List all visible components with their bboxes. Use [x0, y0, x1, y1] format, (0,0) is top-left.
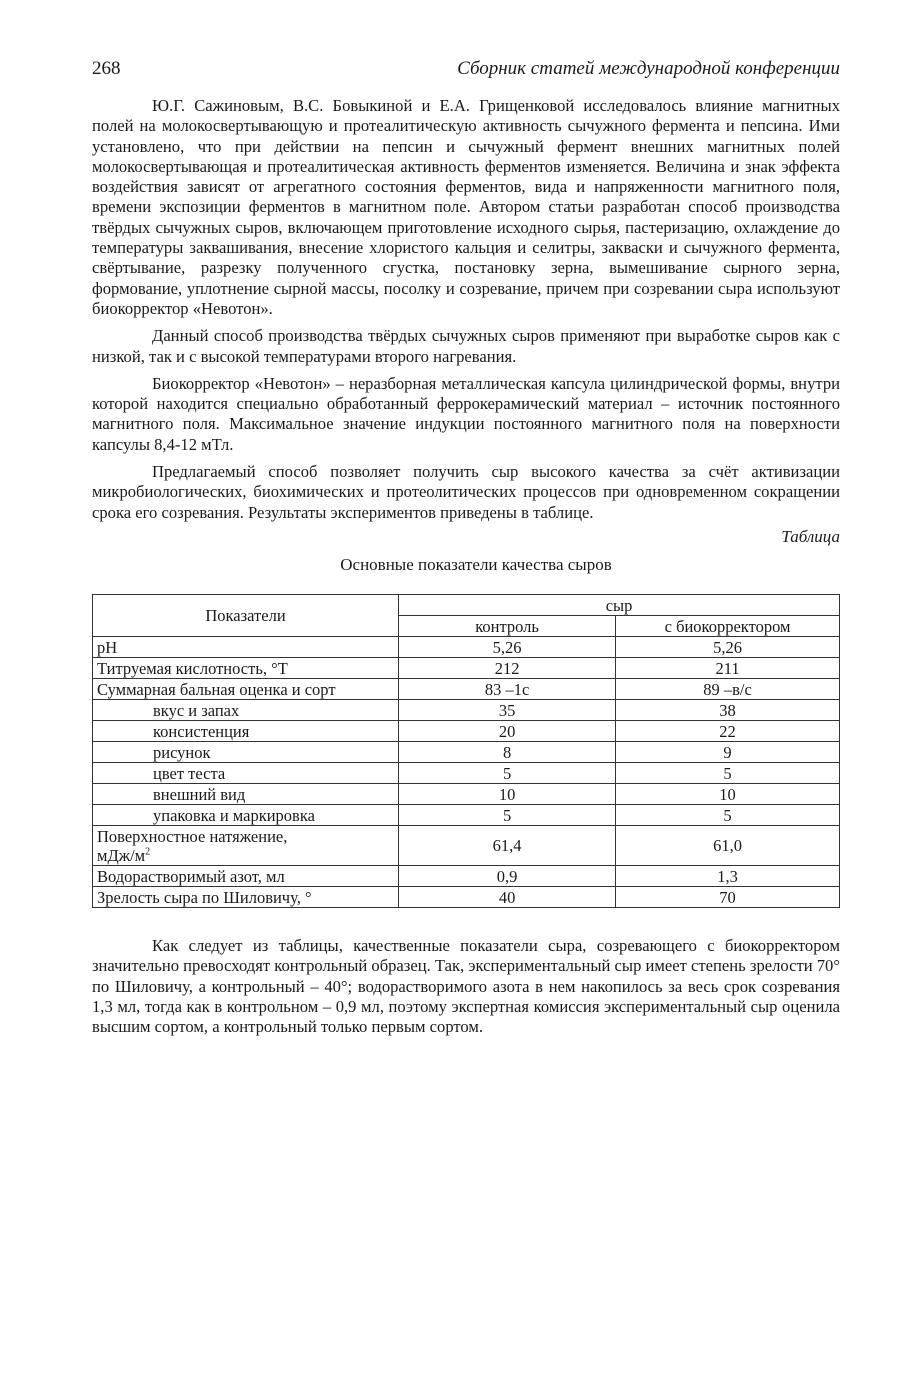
header-group: сыр: [399, 594, 840, 615]
control-value: 212: [399, 657, 616, 678]
running-title: Сборник статей международной конференции: [457, 58, 840, 79]
header-indicator: Показатели: [93, 594, 399, 636]
table-row: [93, 636, 840, 657]
row-label: вкус и запах: [93, 699, 399, 720]
bio-value: 5: [616, 804, 840, 825]
row-label: консистенция: [93, 720, 399, 741]
paragraph-1: Ю.Г. Сажиновым, В.С. Бовыкиной и Е.А. Грищенковой исследовалось влияние магнитных полей на молокосвертывающую и протеалитическую активность сычужного фермента и пепсина. Ими установлено, что при действии на пепсин и сычужный фермент внешних магнитных полей молокосвертывающая и протеалитическая активность ферментов изменяется. Величина и знак эффекта воздействия зависят от агрегатного состояния ферментов, вида и напряженности магнитного поля, времени экспозиции ферментов в магнитном поле. Автором статьи разработан способ производства твёрдых сычужных сыров, включающем приготовление исходного сырья, пастеризацию, охлаждение до температуры заквашивания, внесение хлористого кальция и селитры, закваски и сычужного фермента, свёртывание, разрезку полученного сгустка, постановку зерна, вымешивание сырного зерна, формование, уплотнение сырной массы, посолку и созревание, причем при созревании сыра используют биокорректор «Невотон».: [92, 96, 840, 318]
control-value: 5: [399, 804, 616, 825]
table-caption: Основные показатели качества сыров: [340, 554, 612, 574]
control-value: 20: [399, 720, 616, 741]
row-label: pH: [93, 636, 399, 657]
quality-table: [92, 594, 840, 908]
table-row: [93, 783, 840, 804]
bio-value: 5,26: [616, 636, 840, 657]
bio-value: 10: [616, 783, 840, 804]
row-label: рисунок: [93, 741, 399, 762]
table-row: [93, 699, 840, 720]
bio-value: 70: [616, 886, 840, 907]
row-label: внешний вид: [93, 783, 399, 804]
table-row: [93, 762, 840, 783]
bio-value: 9: [616, 741, 840, 762]
control-value: 61,4: [399, 825, 616, 865]
table-row: [93, 720, 840, 741]
control-value: 0,9: [399, 865, 616, 886]
table-row: [93, 741, 840, 762]
document-page: [92, 58, 840, 1037]
control-value: 5: [399, 762, 616, 783]
table-row: [93, 886, 840, 907]
bio-value: 1,3: [616, 865, 840, 886]
bio-value: 89 –в/с: [616, 678, 840, 699]
row-label: [93, 825, 399, 865]
table-row: [93, 825, 840, 865]
control-value: 35: [399, 699, 616, 720]
paragraph-2: Данный способ производства твёрдых сычужных сыров применяют при выработке сыров как с низкой, так и с высокой температурами второго нагревания.: [92, 326, 840, 366]
header-bio: с биокорректором: [616, 615, 840, 636]
page-header: [92, 58, 840, 88]
closing-paragraph: Как следует из таблицы, качественные показатели сыра, созревающего с биокорректором значительно превосходят контрольный образец. Так, экспериментальный сыр имеет степень зрелости 70° по Шиловичу, а контрольный – 40°; водорастворимого азота в нем накопилось за весь срок созревания 1,3 мл, тогда как в контрольном – 0,9 мл, поэтому экспертная комиссия экспериментальный сыр оценила высшим сортом, а контрольный только первым сортом.: [92, 935, 840, 1037]
page-number: 268: [92, 58, 121, 79]
row-label: Зрелость сыра по Шиловичу, °: [93, 886, 399, 907]
table-row: [93, 804, 840, 825]
bio-value: 38: [616, 699, 840, 720]
row-label-text: Поверхностное натяжение,: [97, 826, 288, 846]
paragraph-3: Биокорректор «Невотон» – неразборная металлическая капсула цилиндрической формы, внутри которой находится специально обработанный феррокерамический материал – источник постоянного магнитного поля. Максимальное значение индукции постоянного магнитного поля на поверхности капсулы 8,4-12 мТл.: [92, 373, 840, 454]
control-value: 5,26: [399, 636, 616, 657]
table-row: [93, 657, 840, 678]
bio-value: 5: [616, 762, 840, 783]
table-label: Таблица: [781, 526, 840, 546]
row-label-unit-exponent: 2: [145, 846, 151, 858]
bio-value: 22: [616, 720, 840, 741]
table-header-row: [93, 594, 840, 615]
bio-value: 61,0: [616, 825, 840, 865]
table-row: [93, 865, 840, 886]
control-value: 10: [399, 783, 616, 804]
bio-value: 211: [616, 657, 840, 678]
row-label-unit: мДж/м: [97, 845, 146, 865]
row-label: цвет теста: [93, 762, 399, 783]
row-label: Титруемая кислотность, °Т: [93, 657, 399, 678]
row-label: упаковка и маркировка: [93, 804, 399, 825]
row-label: Суммарная бальная оценка и сорт: [93, 678, 399, 699]
control-value: 83 –1с: [399, 678, 616, 699]
paragraph-4: Предлагаемый способ позволяет получить сыр высокого качества за счёт активизации микробиологических, биохимических и протеолитических процессов при одновременном сокращении срока его созревания. Результаты экспериментов приведены в таблице.: [92, 462, 840, 522]
row-label: Водорастворимый азот, мл: [93, 865, 399, 886]
table-row: [93, 678, 840, 699]
header-control: контроль: [399, 615, 616, 636]
control-value: 40: [399, 886, 616, 907]
control-value: 8: [399, 741, 616, 762]
